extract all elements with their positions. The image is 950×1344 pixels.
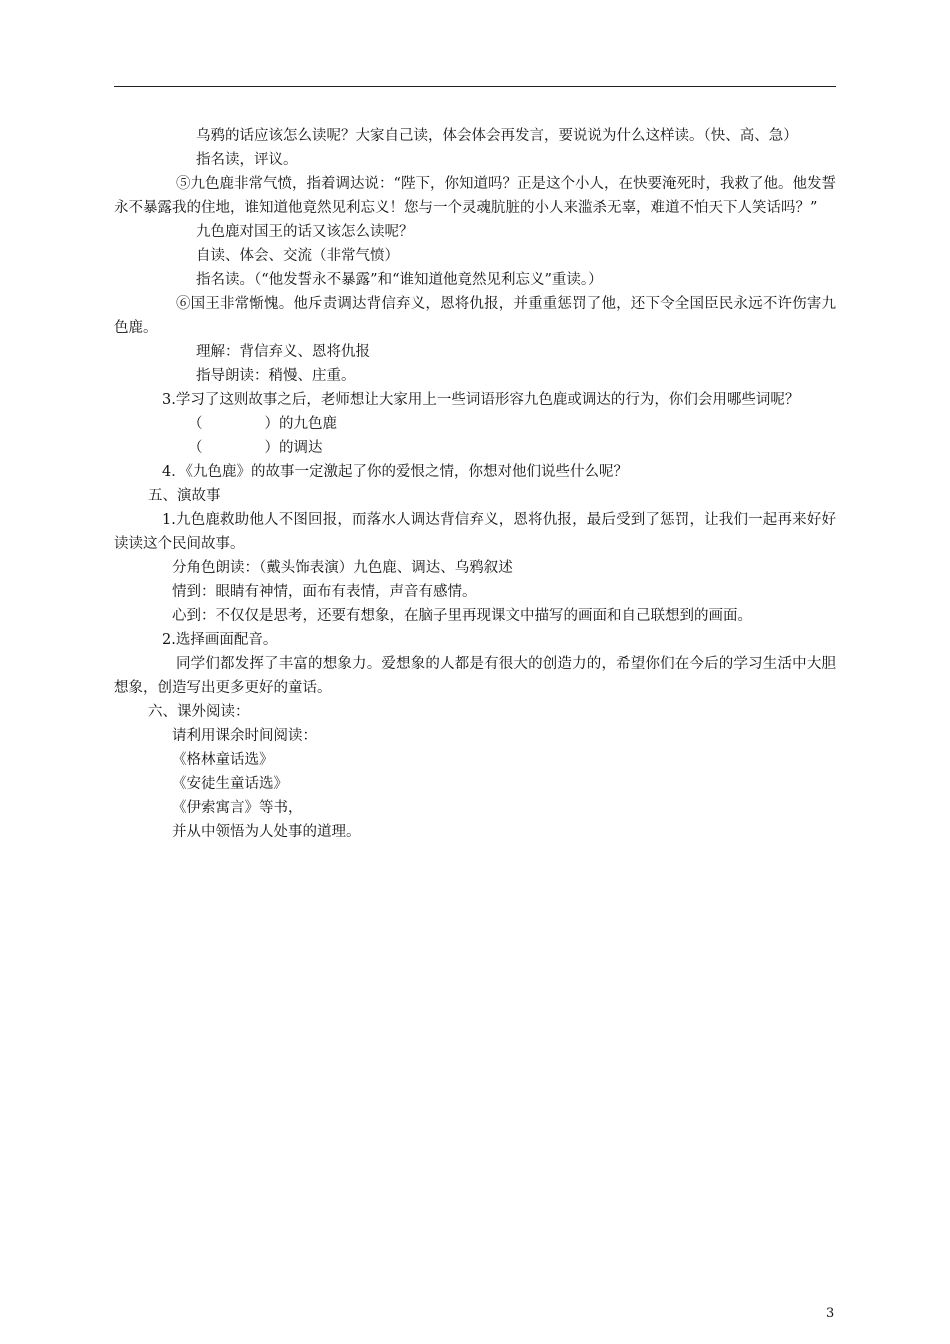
fill-blank-deer: （ ）的九色鹿	[188, 416, 337, 432]
paragraph-describe-words: 3.学习了这则故事之后，老师想让大家用上一些词语形容九色鹿或调达的行为，你们会用哪些词呢？	[162, 392, 800, 408]
paragraph-role-reading: 分角色朗读：（戴头饰表演）九色鹿、调达、乌鸦叙述	[172, 560, 513, 576]
paragraph-extra-reading-intro: 请利用课余时间阅读：	[172, 728, 317, 744]
header-rule	[114, 86, 836, 87]
paragraph-deer-angry: ⑤九色鹿非常气愤，指着调达说：“陛下，你知道吗？正是这个小人，在快要淹死时，我救了他。他发誓永不暴露我的住地，谁知道他竟然见利忘义！您与一个灵魂肮脏的小人来滥杀无辜，难道不怕天下人笑话吗？”	[114, 176, 836, 216]
paragraph-named-reading-2: 指名读。（“他发誓永不暴露”和“谁知道他竟然见利忘义”重读。）	[196, 272, 603, 288]
book-title-andersen: 《安徒生童话选》	[172, 776, 288, 792]
paragraph-love-hate: 4．《九色鹿》的故事一定激起了你的爱恨之情，你想对他们说些什么呢？	[162, 464, 628, 480]
paragraph-mind: 心到：不仅仅是思考，还要有想象，在脑子里再现课文中描写的画面和自己联想到的画面。	[172, 608, 752, 624]
paragraph-crow-reading: 乌鸦的话应该怎么读呢？大家自己读，体会体会再发言，要说说为什么这样读。（快、高、急）	[196, 128, 798, 144]
document-body	[114, 124, 836, 844]
paragraph-imagination: 同学们都发挥了丰富的想象力。爱想象的人都是有很大的创造力的，希望你们在今后的学习生活中大胆想象，创造写出更多更好的童话。	[114, 656, 836, 696]
paragraph-reading-guide: 指导朗读：稍慢、庄重。	[196, 368, 356, 384]
fill-blank-tiaoda: （ ）的调达	[188, 440, 323, 456]
paragraph-dubbing: 2.选择画面配音。	[162, 632, 278, 648]
section-heading-extra-reading: 六、课外阅读：	[148, 704, 250, 720]
section-heading-act-story: 五、演故事	[148, 488, 221, 504]
paragraph-life-lesson: 并从中领悟为人处事的道理。	[172, 824, 361, 840]
paragraph-self-reading: 自读、体会、交流（非常气愤）	[196, 248, 399, 264]
page-number: 3	[826, 1306, 835, 1321]
paragraph-story-summary: 1.九色鹿救助他人不图回报，而落水人调达背信弃义，恩将仇报，最后受到了惩罚，让我们一起再来好好读读这个民间故事。	[114, 512, 836, 552]
paragraph-named-reading-1: 指名读，评议。	[196, 152, 298, 168]
paragraph-understanding: 理解：背信弃义、恩将仇报	[196, 344, 370, 360]
paragraph-deer-question: 九色鹿对国王的话又该怎么读呢？	[196, 224, 414, 240]
paragraph-emotion: 情到：眼睛有神情，面布有表情，声音有感情。	[172, 584, 477, 600]
paragraph-king-ashamed: ⑥国王非常惭愧。他斥责调达背信弃义，恩将仇报，并重重惩罚了他，还下令全国臣民永远不许伤害九色鹿。	[114, 296, 836, 336]
book-title-grimm: 《格林童话选》	[172, 752, 274, 768]
book-title-aesop: 《伊索寓言》等书，	[172, 800, 303, 816]
